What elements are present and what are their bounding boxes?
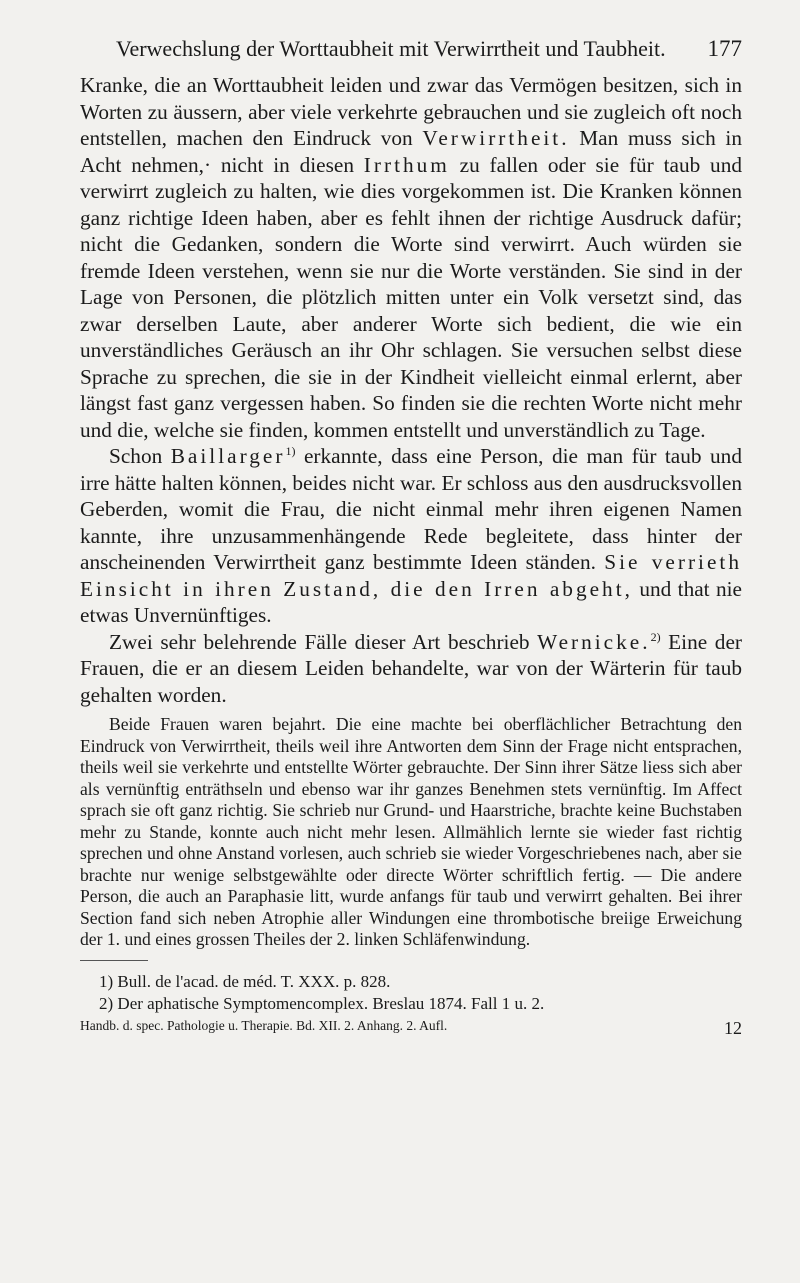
text-span: Eine der Frauen, die er an diesem Leiden behandelte, war von der Wärterin für taub gehalten worden. [80,629,743,707]
spaced-term: Verwirrtheit. [422,126,570,150]
text-span: Kranke, die an Worttaubheit leiden und zwar das Vermögen besitzen, sich in Worten zu äussern, aber viele verkehrte gebrauchen und sie zugleich oft noch entstellen, machen den Eindruck von [80,73,742,150]
page-number: 177 [707,36,742,61]
text-span: Schon [109,444,171,468]
signature-number: 12 [724,1017,742,1038]
footnote-ref: 2) [650,629,661,644]
footnote-2: 2) Der aphatische Symptomencomplex. Breslau 1874. Fall 1 u. 2. [99,993,545,1013]
text-span: Zwei sehr belehrende Fälle dieser Art beschrieb [109,629,538,654]
author-name: Baillarger [170,444,286,468]
spaced-term: Irrthum [363,152,450,177]
small-print-paragraph: Beide Frauen waren bejahrt. Die eine machte bei oberflächlicher Betrachtung den Eindruck von Verwirrtheit, theils weil ihre Antworten dem Sinn der Frage nicht entsprachen, theils weil sie verkehrte und entstellte Wörter gebrauchte. Der Sinn ihrer Sätze liess sich aber als vernünftig enträthseln und ebenso war ihr ganzes Benehmen stets vernünftig. Im Affect sprach sie oft ganz richtig. Sie schrieb nur Grund- und Haarstriche, brachte keine Buchstaben mehr zu Stande, konnte auch nicht mehr lesen. Allmählich lernte sie wieder fast richtig sprechen und ohne Anstand vorlesen, auch schrieb sie wieder Vorgeschriebenes nach, aber sie brachte nur wenige selbstgewählte oder directe Wörter schriftlich fertig. — Die andere Person, die auch an Paraphasie litt, wurde anfangs für taub und verwirrt gehalten. Bei ihrer Section fand sich neben Atrophie aller Windungen eine thrombotische breiige Erweichung der 1. und eines grossen Theiles der 2. linken Schläfenwindung. [80,714,742,949]
running-title: Verwechslung der Worttaubheit mit Verwirrtheit und Taubheit. [116,36,666,61]
footnote-1: 1) Bull. de l'acad. de méd. T. XXX. p. 828. [99,971,391,991]
text-span: und that nie etwas Unvernünftiges. [80,576,742,627]
text-span: Man muss sich in Acht nehmen,· nicht in diesen [80,126,742,177]
text-span: zu fallen oder sie für taub und verwirrt zugleich zu halten, wie dies vorgekommen ist. Die Kranken können ganz richtige Ideen haben, aber es fehlt ihnen der richtige Ausdruck dafür; nicht die Gedanken, sondern die Worte sind verwirrt. Auch würden sie fremde Ideen verstehen, wenn sie nur die Worte verständen. Sie sind in der Lage von Personen, die plötzlich mitten unter ein Volk versetzt sind, das zwar derselben Laute, aber anderer Worte sich bedient, die wie ein unverständliches Geräusch an ihr Ohr schlagen. Sie versuchen selbst diese Sprache zu sprechen, die sie in der Kindheit vielleicht einmal erlernt, aber längst fast ganz vergessen haben. So finden sie die rechten Worte nicht mehr und die, welche sie finden, kommen entstellt und unverständlich zu Tage. [80,152,742,442]
running-header [80,36,742,62]
paragraph-3 [80,629,742,709]
paragraph-2 [80,443,742,629]
paragraph-1 [80,72,742,443]
signature-line [80,1018,742,1039]
author-name: Wernicke. [537,629,651,654]
signature-text: Handb. d. spec. Pathologie u. Therapie. Bd. XII. 2. Anhang. 2. Aufl. [80,1017,448,1033]
spaced-emphasis: Sie verrieth Einsicht in ihren Zustand, die den Irren abgeht, [80,550,742,601]
footnote-ref: 1) [285,443,296,458]
footnote-divider [80,960,148,961]
text-span: erkannte, dass eine Person, die man für taub und irre hätte halten können, beides nicht war. Er schloss aus den ausdrucksvollen Geberden, womit die Frau, die nicht einmal mehr ihren eigenen Namen kannte, ihre unzusammenhängende Rede begleitete, dass hinter der anscheinenden Verwirrtheit ganz bestimmte Ideen ständen. [80,444,742,574]
